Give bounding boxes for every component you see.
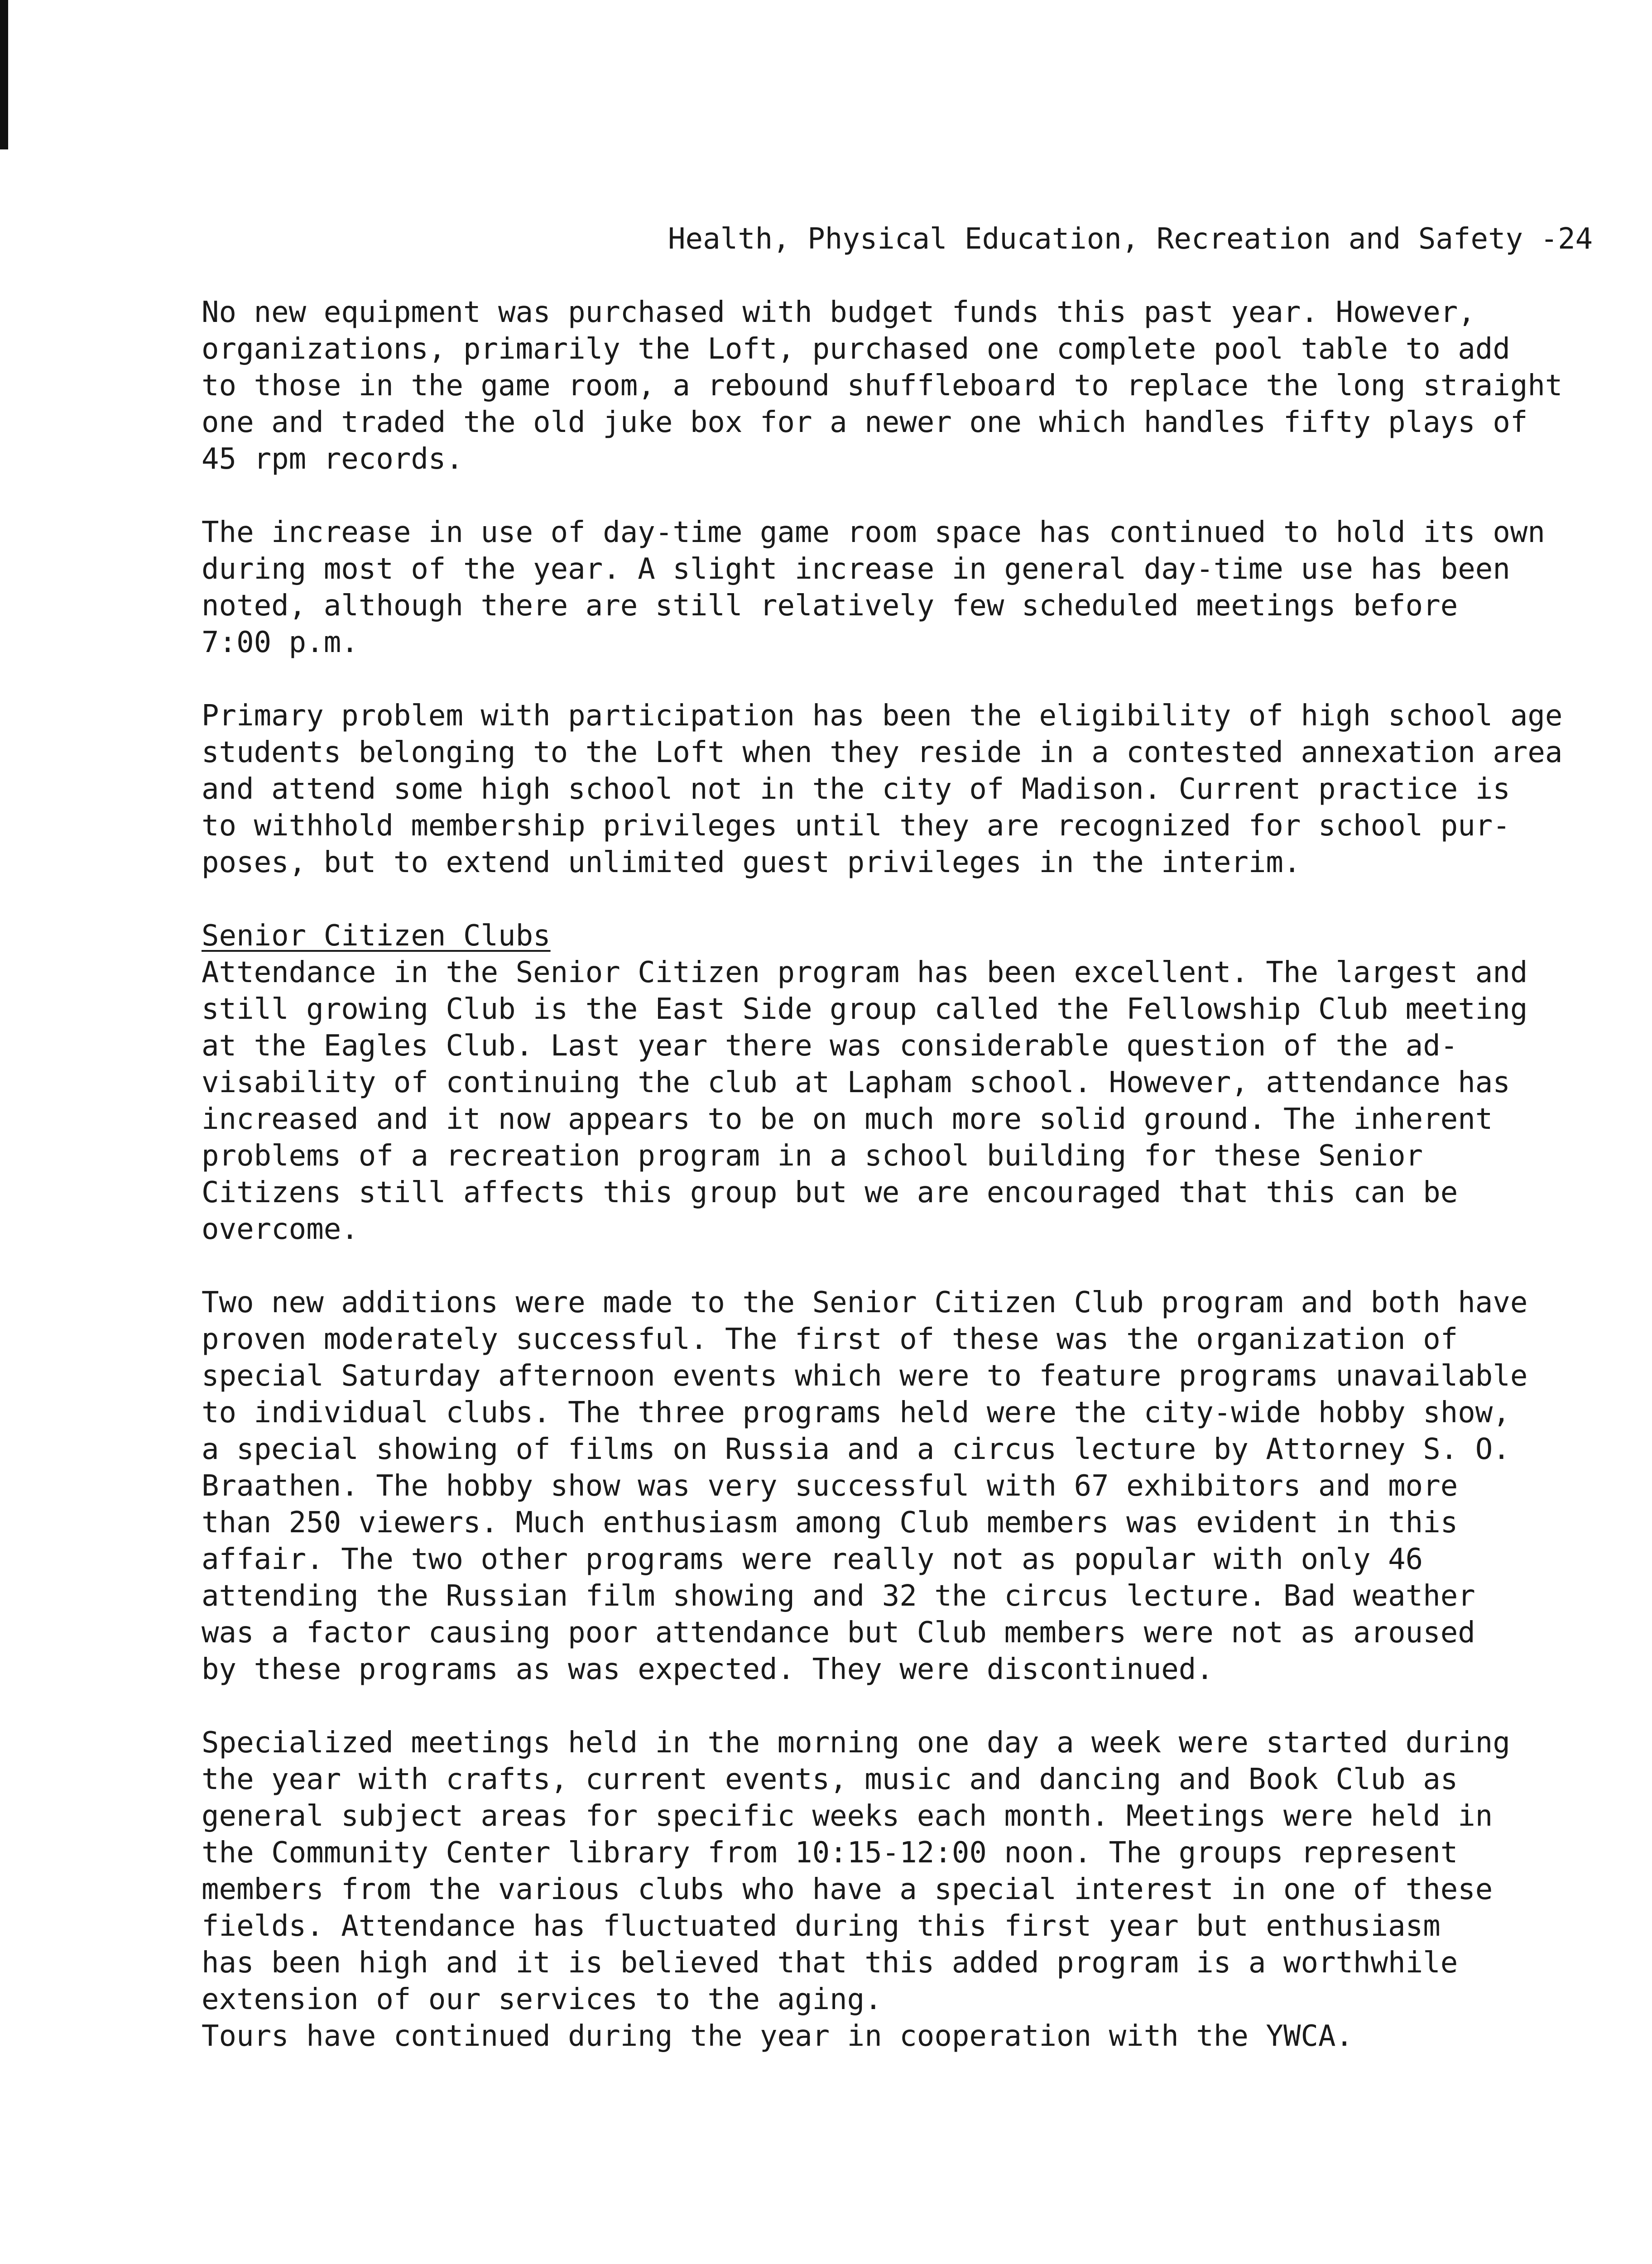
document-body — [202, 294, 1633, 2055]
text-line: by these programs as was expected. They were discontinued. — [202, 1653, 1214, 1686]
text-line: to withhold membership privileges until they are recognized for school pur- — [202, 809, 1510, 843]
paragraph-game-room — [202, 514, 1633, 661]
paragraph-participation — [202, 698, 1633, 881]
text-line: organizations, primarily the Loft, purchased one complete pool table to add — [202, 332, 1510, 366]
text-line: Braathen. The hobby show was very successful with 67 exhibitors and more — [202, 1469, 1458, 1503]
text-line: members from the various clubs who have a special interest in one of these — [202, 1873, 1493, 1906]
text-line: a special showing of films on Russia and a circus lecture by Attorney S. O. — [202, 1433, 1510, 1466]
text-line: proven moderately successful. The first of these was the organization of — [202, 1323, 1458, 1356]
paragraph-equipment — [202, 294, 1633, 478]
text-line: The increase in use of day-time game room space has continued to hold its own — [202, 516, 1545, 549]
text-line: 7:00 p.m. — [202, 626, 359, 659]
text-line: at the Eagles Club. Last year there was considerable question of the ad- — [202, 1029, 1458, 1063]
text-line: the Community Center library from 10:15-12:00 noon. The groups represent — [202, 1836, 1458, 1870]
text-line: fields. Attendance has fluctuated during this first year but enthusiasm — [202, 1909, 1441, 1943]
text-line: increased and it now appears to be on much more solid ground. The inherent — [202, 1103, 1493, 1136]
text-line: and attend some high school not in the city of Madison. Current practice is — [202, 772, 1510, 806]
text-line: one and traded the old juke box for a newer one which handles fifty plays of — [202, 406, 1528, 439]
text-line: special Saturday afternoon events which were to feature programs unavailable — [202, 1359, 1528, 1393]
text-line: than 250 viewers. Much enthusiasm among Club members was evident in this — [202, 1506, 1458, 1540]
text-line: has been high and it is believed that this added program is a worthwhile — [202, 1946, 1458, 1980]
text-line: students belonging to the Loft when they reside in a contested annexation area — [202, 736, 1563, 769]
text-line: visability of continuing the club at Lapham school. However, attendance has — [202, 1066, 1510, 1099]
text-line: during most of the year. A slight increase in general day-time use has been — [202, 552, 1510, 586]
text-line: Tours have continued during the year in cooperation with the YWCA. — [202, 2019, 1354, 2053]
text-line: poses, but to extend unlimited guest privileges in the interim. — [202, 846, 1301, 879]
text-line: problems of a recreation program in a school building for these Senior — [202, 1139, 1423, 1173]
text-line: 45 rpm records. — [202, 442, 463, 476]
paragraph-new-additions — [202, 1285, 1633, 1688]
text-line: to those in the game room, a rebound shuffleboard to replace the long straight — [202, 369, 1563, 403]
text-line: still growing Club is the East Side group called the Fellowship Club meeting — [202, 993, 1528, 1026]
text-line: Attendance in the Senior Citizen program has been excellent. The largest and — [202, 956, 1528, 989]
text-line: to individual clubs. The three programs held were the city-wide hobby show, — [202, 1396, 1510, 1429]
text-line: overcome. — [202, 1213, 359, 1246]
text-line: Citizens still affects this group but we are encouraged that this can be — [202, 1176, 1458, 1209]
text-line: noted, although there are still relatively few scheduled meetings before — [202, 589, 1458, 623]
text-line: general subject areas for specific weeks each month. Meetings were held in — [202, 1799, 1493, 1833]
text-line: affair. The two other programs were really not as popular with only 46 — [202, 1543, 1423, 1576]
text-line: was a factor causing poor attendance but Club members were not as aroused — [202, 1616, 1475, 1650]
running-header: Health, Physical Education, Recreation and Safety -24 — [668, 222, 1593, 256]
text-line: attending the Russian film showing and 32 the circus lecture. Bad weather — [202, 1579, 1475, 1613]
text-line: the year with crafts, current events, music and dancing and Book Club as — [202, 1763, 1458, 1796]
page-edge-shadow — [0, 0, 8, 149]
text-line: No new equipment was purchased with budget funds this past year. However, — [202, 296, 1475, 329]
text-line: Primary problem with participation has been the eligibility of high school age — [202, 699, 1563, 733]
section-heading: Senior Citizen Clubs — [202, 919, 551, 953]
text-line: Specialized meetings held in the morning one day a week were started during — [202, 1726, 1510, 1760]
section-senior-citizen-clubs — [202, 918, 1633, 1248]
text-line: extension of our services to the aging. — [202, 1983, 882, 2016]
paragraph-specialized-meetings — [202, 1725, 1633, 2055]
text-line: Two new additions were made to the Senior Citizen Club program and both have — [202, 1286, 1528, 1319]
